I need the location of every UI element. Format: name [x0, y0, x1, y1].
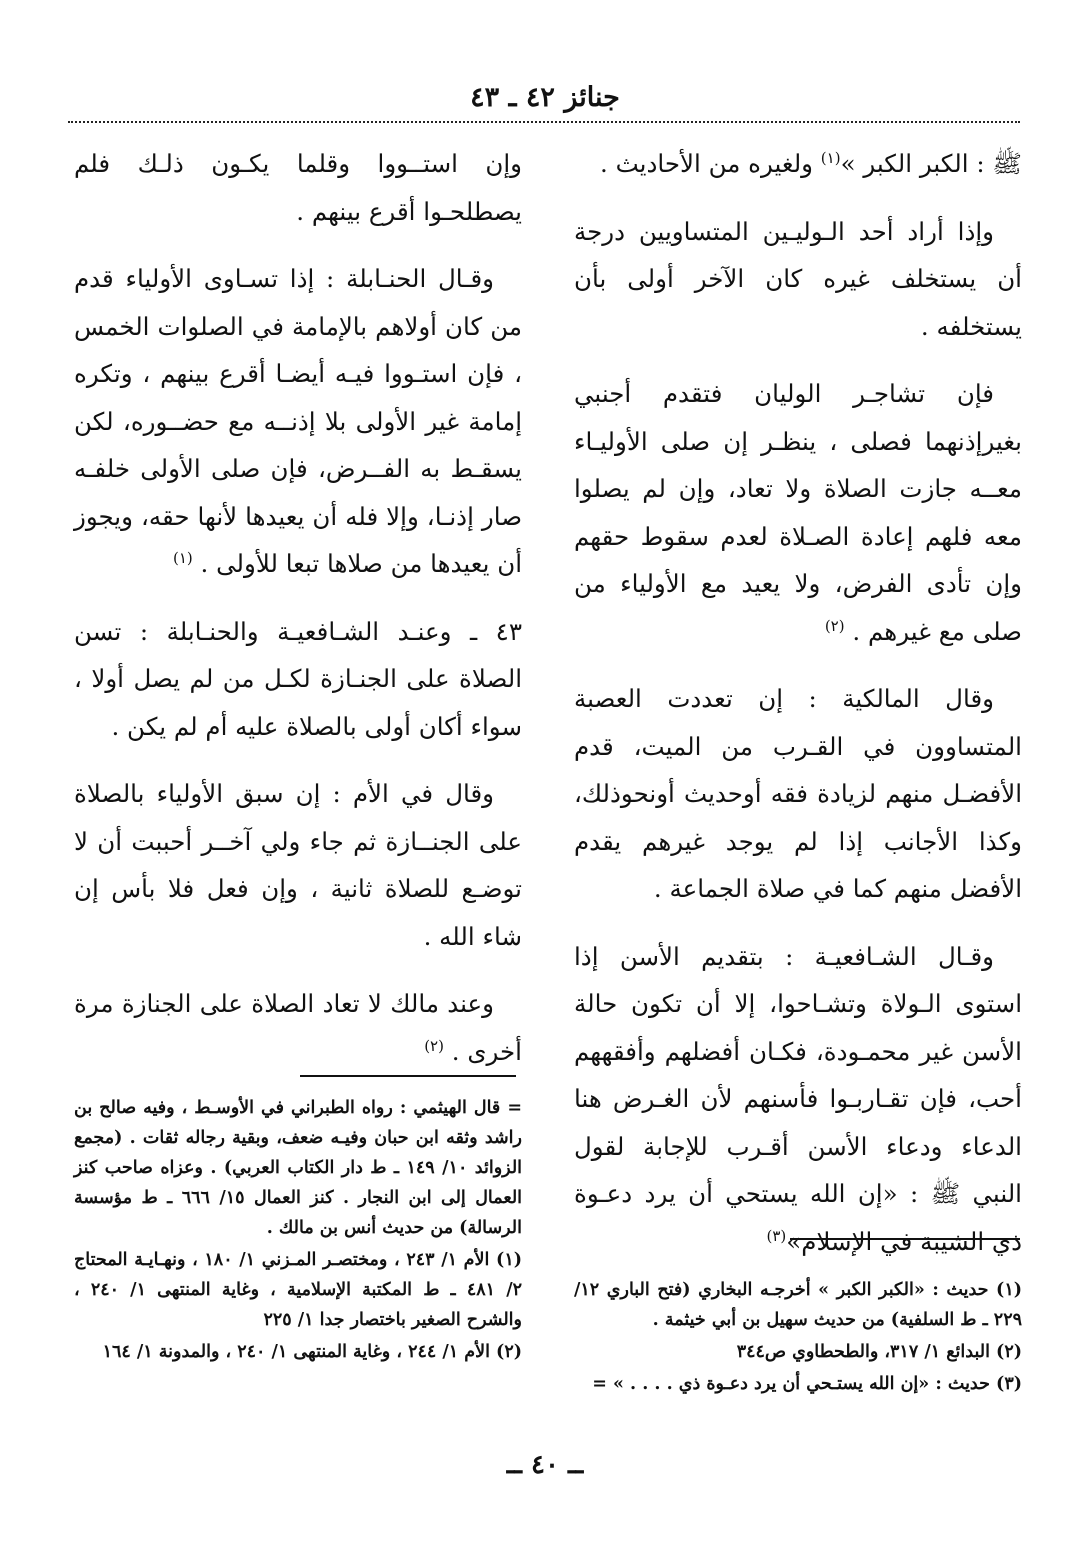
- left-paragraph-1: وإن استــووا وقلما يكـون ذلـك فلم يصطلحـوا أقرع بينهم .: [74, 149, 522, 226]
- right-paragraph-1: [574, 140, 1022, 188]
- left-column: [74, 140, 522, 1095]
- left-paragraph-5: [74, 980, 522, 1075]
- right-paragraph-2: وإذا أراد أحد الـوليـين المتساويين درجة أن يستخلف غيره كان الآخر أولى بأن يستخلفه .: [574, 216, 1022, 341]
- right-paragraph-4: وقال المالكية : إن تعددت العصبة المتساوون في القـرب من الميت، قدم الأفضـل منهم لزيادة فقه أوحديث أونحوذلك، وكذا الأجانب إذا لم يوجد غيرهم يقدم الأفضل منهم كما في صلاة الجماعة .: [574, 684, 1022, 903]
- right-p1-text-end: ولغيره من الأحاديث .: [600, 149, 821, 178]
- footnote-ref-1: (١): [820, 148, 841, 167]
- left-paragraph-2: [74, 255, 522, 588]
- footnote-right-2: (٢) البدائع ١/ ٣١٧، والطحطاوي ص٣٤٤: [736, 1342, 1022, 1362]
- right-p1-text-start: ﷺ : الكبر الكبر »: [840, 149, 1022, 178]
- right-paragraph-5: [574, 933, 1022, 1266]
- header-title: جنائز ٤٢ ـ ٤٣: [470, 82, 620, 113]
- footnote-divider-left: [300, 1075, 516, 1077]
- footnotes-right: [574, 1275, 1022, 1401]
- right-paragraph-3: [574, 370, 1022, 655]
- right-column: [574, 140, 1022, 1285]
- page-header: [0, 82, 1090, 113]
- footnote-divider-right: [790, 1238, 1020, 1240]
- footnote-ref-left-2: (٢): [424, 1036, 444, 1055]
- footnote-left-continued: = قال الهيثمي : رواه الطبراني في الأوسـط ، وفيه صالح بن راشد وثقه ابن حبان وفيـه ضعف، وبقية رجاله ثقات . (مجمع الزوائد ١٠/ ١٤٩ ـ ط دار الكتاب العربي) . وعزاه صاحب كنز العمال إلى ابن النجار . كنز العمال ١٥/ ٦٦٦ ـ ط مؤسسة الرسالة) من حديث أنس بن مالك .: [74, 1098, 523, 1238]
- footnote-ref-left-1: (١): [172, 548, 193, 567]
- right-p5-text: وقـال الشـافعيـة : بتقديم الأسن إذا استوى الـولاة وتشـاحوا، إلا أن تكون حالة الأسن غير محمـودة، فكـان أفضلهم وأفقههم أحب، فإن تقـاربـوا فأسنهم لأن الغـرض هنا الدعاء ودعاء الأسن أقـرب للإجابة لقول النبي ﷺ : «إن الله يستحي أن يرد دعـوة ذي الشيبة في الإسلام»: [574, 941, 1022, 1256]
- left-paragraph-3: ٤٣ ـ وعنـد الشـافعيـة والحنـابلة : تسن الصلاة على الجنـازة لكـل من لم يصل أولا ، سواء أكان أولى بالصلاة عليه أم لم يكن .: [74, 616, 522, 741]
- footnotes-left: [74, 1093, 522, 1369]
- left-p5-text: وعند مالك لا تعاد الصلاة على الجنازة مرة أخرى .: [74, 989, 522, 1066]
- footnote-left-1: (١) الأم ١/ ٢٤٣ ، ومختصـر المـزني ١/ ١٨٠ ، ونهـايـة المحتاج ٢/ ٤٨١ ـ ط المكتبة الإسلامية ، وغاية المنتهى ١/ ٢٤٠ ، والشرح الصغير باختصار جدا ١/ ٢٢٥: [74, 1250, 523, 1330]
- left-p2-text: وقـال الحنـابلة : إذا تسـاوى الأولياء قدم من كان أولاهم بالإمامة في الصلوات الخمس ، فإن استـووا فيـه أيضـا أقرع بينهم ، وتكره إمامة غير الأولى بلا إذنــه مع حضــوره، لكن يسقـط به الفــرض، فإن صلى الأولى خلفـه صار إذنـا، وإلا فله أن يعيدها لأنها حقه، ويجوز أن يعيدها من صلاها تبعا للأولى .: [74, 264, 522, 578]
- right-p3-text: فإن تشاجـر الوليان فتقدم أجنبي بغيرإذنهما فصلى ، ينظـر إن صلى الأوليـاء معــه جازت الصلاة ولا تعاد، وإن لم يصلوا معه فلهم إعادة الصـلاة لعدم سقوط حقهم وإن تأدى الفرض، ولا يعيد مع الأولياء من صلى مع غيرهم .: [574, 379, 1022, 646]
- header-divider: [68, 121, 1020, 123]
- footnote-ref-2: (٢): [824, 616, 845, 635]
- footnote-right-1: (١) حديث : «الكبر الكبر » أخرجـه البخاري (فتح الباري ١٢/ ٢٢٩ ـ ط السلفية) من حديث سهيل بن أبي خيثمة .: [574, 1280, 1022, 1330]
- footnote-ref-3: (٣): [766, 1226, 787, 1245]
- page-number: [0, 1450, 1090, 1480]
- left-paragraph-4: وقال في الأم : إن سبق الأولياء بالصلاة على الجنــازة ثم جاء ولي آخــر أحببت أن لا توضـع للصلاة ثانية ، وإن فعل فلا بأس إن شاء الله .: [74, 779, 522, 951]
- footnote-right-3: (٣) حديث : «إن الله يستـحي أن يرد دعـوة ذي . . . . » =: [592, 1374, 1022, 1394]
- page-number-text: ــ ٤٠ ــ: [506, 1450, 584, 1480]
- footnote-left-2: (٢) الأم ١/ ٢٤٤ ، وغاية المنتهى ١/ ٢٤٠ ، والمدونة ١/ ١٦٤: [102, 1342, 522, 1362]
